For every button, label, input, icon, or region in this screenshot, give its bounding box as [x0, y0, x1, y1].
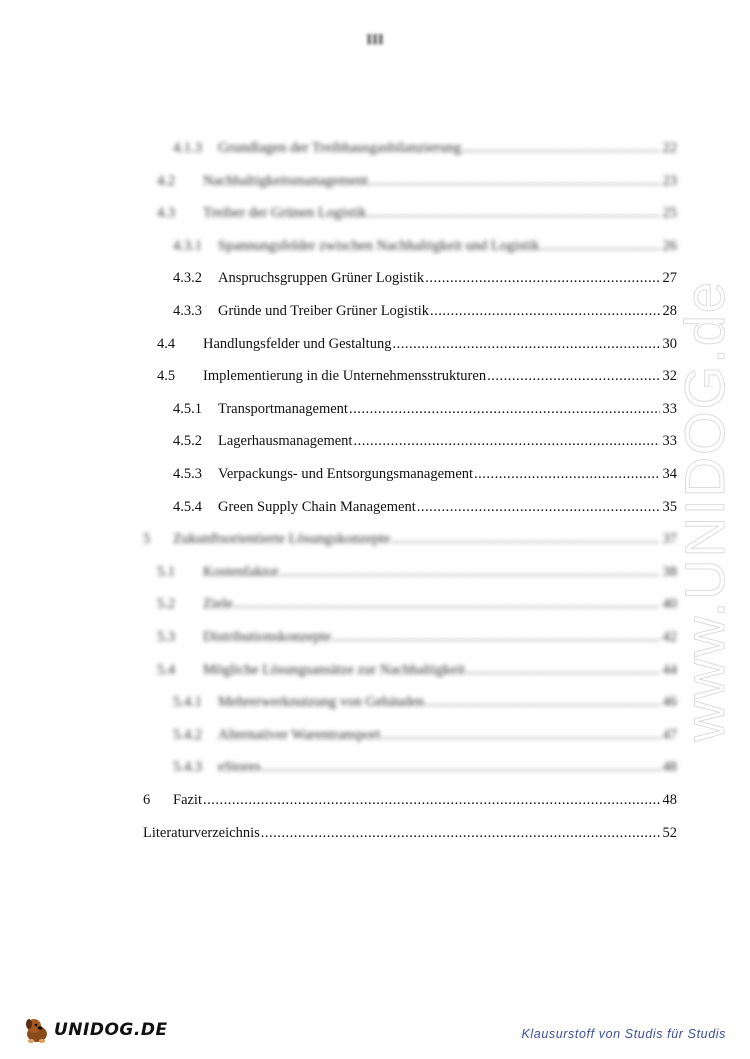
toc-entry-title: Grundlagen der Treibhausgasbilanzierung: [218, 140, 462, 156]
toc-entry[interactable]: [0, 430, 750, 452]
toc-entry-number: 5.4.3: [173, 759, 202, 776]
toc-entry-number: 5.3: [157, 629, 176, 645]
toc-entry[interactable]: [0, 593, 750, 615]
toc-entry-number: 4.5: [157, 368, 176, 385]
toc-entry-number: 4.1.3: [173, 140, 202, 156]
toc-entry-page: 40: [662, 596, 677, 613]
toc-entry[interactable]: [0, 822, 750, 844]
toc-entry-title: Distributionskonzepte: [203, 629, 332, 645]
toc-entry[interactable]: [0, 365, 750, 387]
dot-leader: [417, 496, 660, 518]
toc-entry[interactable]: [0, 561, 750, 583]
toc-entry[interactable]: [0, 170, 750, 192]
toc-entry-page: 26: [662, 237, 677, 254]
toc-entry-title: Transportmanagement: [218, 400, 348, 417]
toc-entry-page: 44: [662, 661, 677, 678]
toc-entry-page: 33: [662, 433, 677, 450]
toc-entry-number: 4.5.2: [173, 433, 202, 450]
toc-entry-number: 4.3.3: [173, 303, 202, 319]
toc-entry-title: Verpackungs- und Entsorgungsmanagement: [218, 466, 474, 482]
dot-leader: [381, 724, 660, 746]
toc-entry-number: 4.5.3: [173, 466, 202, 482]
toc-entry-page: 52: [662, 824, 677, 841]
dot-leader: [203, 789, 660, 811]
toc-entry[interactable]: [0, 659, 750, 681]
dot-leader: [367, 202, 660, 224]
dog-mascot-icon: [22, 1015, 52, 1045]
toc-entry[interactable]: [0, 789, 750, 811]
toc-entry-number: 4.5.4: [173, 498, 202, 515]
toc-entry-number: 4.3.2: [173, 270, 202, 287]
dot-leader: [280, 561, 660, 583]
toc-entry-page: 22: [662, 140, 677, 156]
toc-entry[interactable]: [0, 528, 750, 550]
dot-leader: [474, 463, 660, 485]
toc-entry-title: Gründe und Treiber Grüner Logistik: [218, 303, 430, 319]
dot-leader: [466, 659, 660, 681]
toc-entry-page: 38: [662, 563, 677, 580]
toc-entry[interactable]: [0, 300, 750, 322]
toc-entry-title: Zukunftsorientierte Lösungskonzepte: [173, 531, 391, 548]
dot-leader: [391, 528, 660, 550]
toc-entry-title: Spannungsfelder zwischen Nachhaltigkeit und Logistik: [218, 237, 540, 254]
toc-entry-title: Mögliche Lösungsansätze zur Nachhaltigkeit: [203, 661, 466, 678]
toc-entry[interactable]: [0, 202, 750, 224]
toc-entry-title: eStores: [218, 759, 261, 776]
toc-entry-page: 27: [662, 270, 677, 287]
toc-entry[interactable]: [0, 691, 750, 713]
toc-entry[interactable]: [0, 333, 750, 355]
dot-leader: [332, 626, 660, 648]
dot-leader: [234, 593, 660, 615]
toc-entry-number: 4.3.1: [173, 237, 202, 254]
toc-entry-number: 5.2: [157, 596, 176, 613]
dot-leader: [392, 333, 660, 355]
toc-entry[interactable]: [0, 756, 750, 778]
toc-entry-number: 5.4.2: [173, 726, 202, 743]
toc-entry[interactable]: [0, 267, 750, 289]
toc-entry[interactable]: [0, 137, 750, 159]
toc-entry[interactable]: [0, 724, 750, 746]
toc-entry-page: 37: [662, 531, 677, 548]
toc-entry-title: Treiber der Grünen Logistik: [203, 205, 367, 222]
toc-entry-number: 4.2: [157, 172, 176, 189]
toc-entry-title: Nachhaltigkeitsmanagement: [203, 172, 369, 189]
toc-entry[interactable]: [0, 496, 750, 518]
toc-entry-page: 46: [662, 694, 677, 711]
toc-entry-title: Mehrerwerknutzung von Gebäuden: [218, 694, 425, 711]
toc-entry-page: 32: [662, 368, 677, 385]
page-number: III: [366, 32, 384, 48]
toc-entry[interactable]: [0, 626, 750, 648]
toc-entry-number: 4.4: [157, 335, 176, 352]
toc-entry-page: 34: [662, 466, 677, 482]
toc-entry-page: 23: [662, 172, 677, 189]
dot-leader: [462, 137, 660, 159]
footer-logo[interactable]: [22, 1011, 168, 1049]
toc-entry-number: 5.4.1: [173, 694, 202, 711]
footer-tagline: Klausurstoff von Studis für Studis: [521, 1027, 726, 1041]
dot-leader: [540, 235, 660, 257]
dot-leader: [425, 267, 660, 289]
dot-leader: [425, 691, 660, 713]
toc-entry-number: 5.4: [157, 661, 176, 678]
toc-entry-number: 6: [143, 792, 151, 808]
toc-entry[interactable]: [0, 398, 750, 420]
toc-entry-page: 35: [662, 498, 677, 515]
toc-entry-page: 33: [662, 400, 677, 417]
toc-entry-title: Anspruchsgruppen Grüner Logistik: [218, 270, 425, 287]
toc-entry-title: Implementierung in die Unternehmensstrukturen: [203, 368, 487, 385]
dot-leader: [487, 365, 660, 387]
dot-leader: [430, 300, 660, 322]
dot-leader: [353, 430, 660, 452]
toc-entry-title: Ziele: [203, 596, 233, 613]
toc-entry-title: Green Supply Chain Management: [218, 498, 416, 515]
toc-entry-page: 42: [662, 629, 677, 645]
dot-leader: [261, 822, 660, 844]
toc-entry-number: 4.3: [157, 205, 176, 222]
toc-entry[interactable]: [0, 235, 750, 257]
dot-leader: [369, 170, 660, 192]
toc-entry-page: 28: [662, 303, 677, 319]
watermark-text: www.UNIDOG.de: [673, 280, 736, 742]
toc-entry-title: Kostenfaktor: [203, 563, 279, 580]
toc-entry-page: 48: [662, 792, 677, 808]
toc-entry-page: 25: [662, 205, 677, 222]
toc-entry-title: Lagerhausmanagement: [218, 433, 353, 450]
toc-entry-title: Handlungsfelder und Gestaltung: [203, 335, 392, 352]
toc-entry-title: Alternativer Warentransport: [218, 726, 381, 743]
logo-text: UNIDOG.DE: [54, 1020, 168, 1040]
toc-entry-title: Literaturverzeichnis: [143, 824, 260, 841]
dot-leader: [262, 756, 660, 778]
toc-entry-title: Fazit: [173, 792, 202, 808]
toc-entry-page: 30: [662, 335, 677, 352]
dot-leader: [349, 398, 660, 420]
toc-entry[interactable]: [0, 463, 750, 485]
toc-entry-number: 4.5.1: [173, 400, 202, 417]
toc-entry-page: 48: [662, 759, 677, 776]
toc-entry-number: 5.1: [157, 563, 176, 580]
toc-entry-number: 5: [143, 531, 151, 548]
toc-entry-page: 47: [662, 726, 677, 743]
